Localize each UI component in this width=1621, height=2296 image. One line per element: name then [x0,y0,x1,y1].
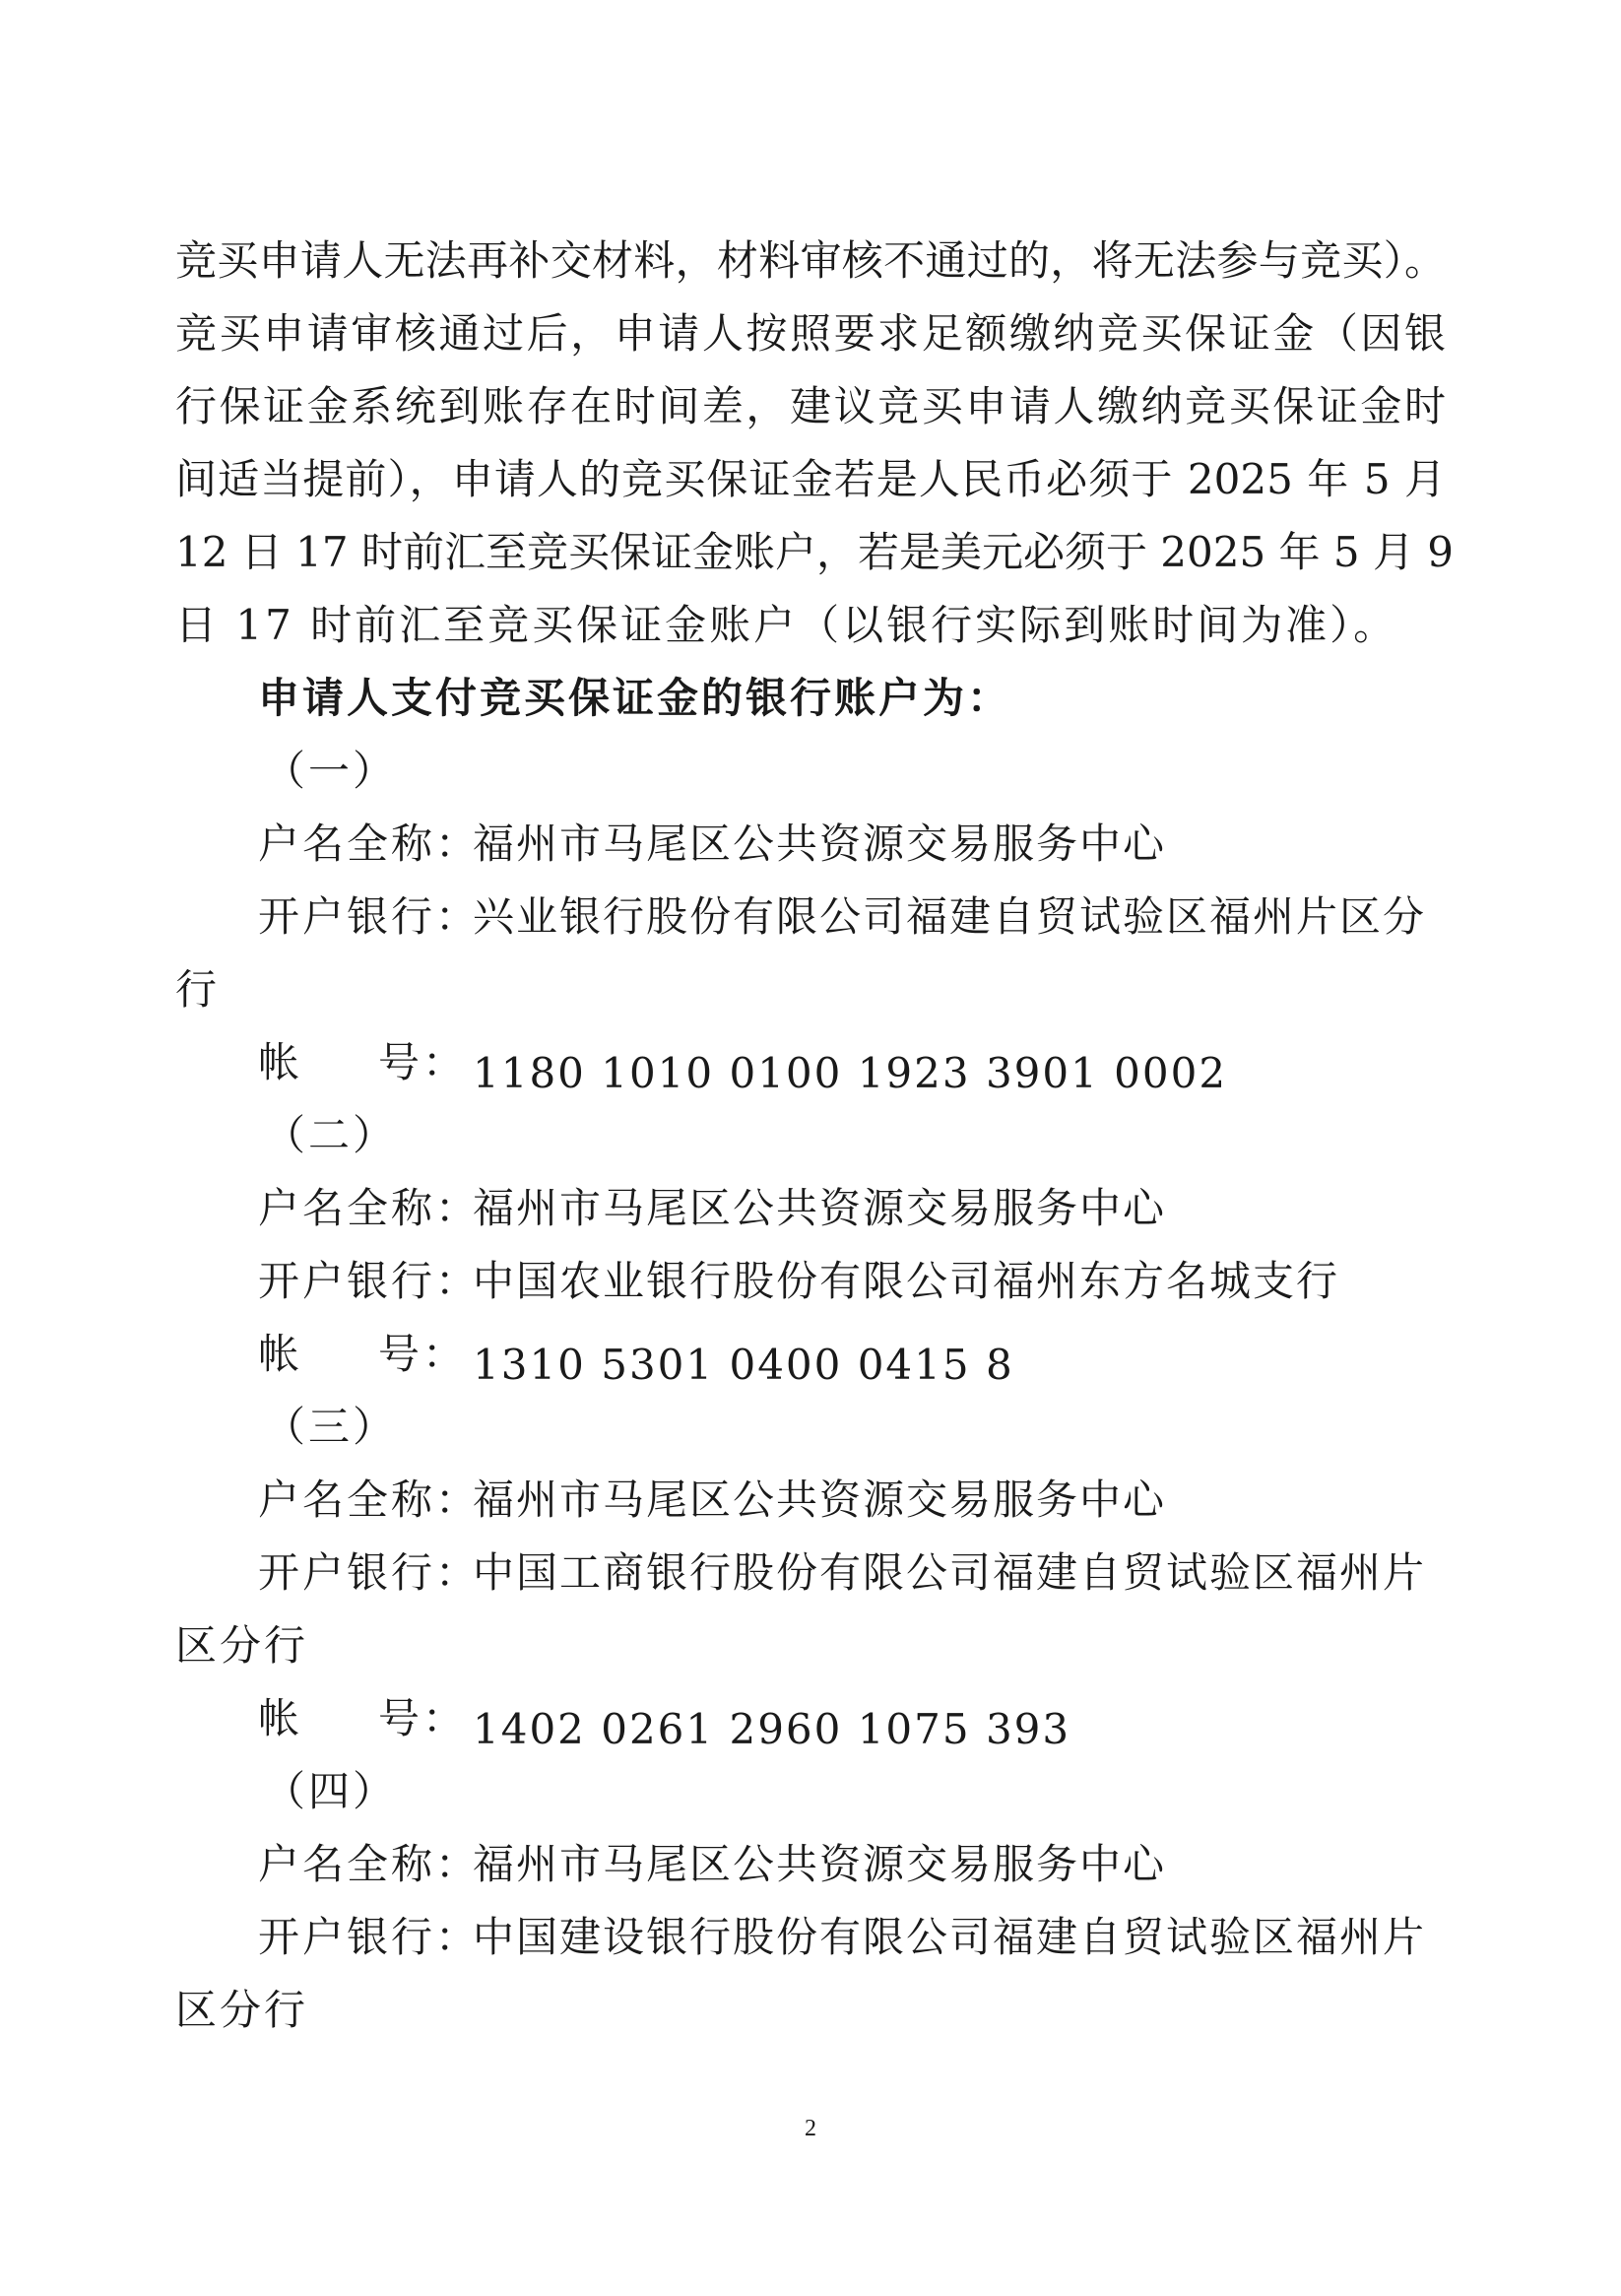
account-name-value: 福州市马尾区公共资源交易服务中心 [473,1476,1167,1524]
account-bank-label: 开户银行： [258,1913,481,1961]
account-name-label: 户名全称： [258,1476,481,1524]
account-name-row [258,820,1166,869]
body-text-line: 竞买申请人无法再补交材料，材料审核不通过的，将无法参与竞买）。 [175,236,1446,285]
account-name-value: 福州市马尾区公共资源交易服务中心 [473,820,1167,868]
account-bank-value: 兴业银行股份有限公司福建自贸试验区福州片区分 [473,892,1427,941]
account-name-row [258,1840,1166,1889]
account-number-label-b: 号： [377,1330,467,1378]
account-number-value: 1180 1010 0100 1923 3901 0002 [473,1049,1228,1097]
account-number-label-b: 号： [377,1038,467,1086]
account-number-value: 1310 5301 0400 0415 8 [473,1341,1014,1389]
account-bank-continuation: 区分行 [175,1621,309,1670]
account-bank-row [258,1257,1339,1306]
account-bank-label: 开户银行： [258,892,481,941]
account-bank-label: 开户银行： [258,1257,481,1305]
account-number-label-b: 号： [377,1694,467,1742]
account-bank-continuation: 区分行 [175,1986,309,2034]
account-number-label-a: 帐 [258,1694,303,1742]
account-name-value: 福州市马尾区公共资源交易服务中心 [473,1840,1167,1888]
account-name-label: 户名全称： [258,1184,481,1232]
account-number-label-a: 帐 [258,1038,303,1086]
account-name-row [258,1184,1166,1233]
account-index: （二） [264,1111,398,1159]
account-number-value: 1402 0261 2960 1075 393 [473,1705,1071,1753]
account-number-label-a: 帐 [258,1330,303,1378]
account-index: （四） [264,1767,398,1815]
account-bank-row [258,892,1426,942]
account-bank-continuation: 行 [175,965,221,1014]
body-text-line: 间适当提前），申请人的竞买保证金若是人民币必须于 2025 年 5 月 [175,455,1446,503]
account-bank-value: 中国建设银行股份有限公司福建自贸试验区福州片 [473,1913,1427,1961]
body-text-line: 12 日 17 时前汇至竞买保证金账户，若是美元必须于 2025 年 5 月 9 [175,528,1455,576]
account-number-row [258,1038,1227,1098]
account-number-row [258,1694,1070,1754]
account-bank-value: 中国工商银行股份有限公司福建自贸试验区福州片 [473,1548,1427,1597]
body-text-line: 行保证金系统到账存在时间差，建议竞买申请人缴纳竞买保证金时 [175,382,1446,430]
account-name-row [258,1476,1166,1525]
account-index: （三） [264,1403,398,1451]
account-bank-row [258,1913,1426,1962]
account-number-row [258,1330,1014,1390]
account-bank-label: 开户银行： [258,1548,481,1597]
account-name-label: 户名全称： [258,820,481,868]
page-number: 2 [805,2116,816,2141]
account-index: （一） [264,747,398,795]
body-text-line: 日 17 时前汇至竞买保证金账户（以银行实际到账时间为准）。 [175,601,1398,649]
section-heading: 申请人支付竞买保证金的银行账户为： [258,674,1012,722]
body-text-line: 竞买申请审核通过后，申请人按照要求足额缴纳竞买保证金（因银 [175,309,1446,358]
account-name-value: 福州市马尾区公共资源交易服务中心 [473,1184,1167,1232]
account-bank-row [258,1548,1426,1598]
account-name-label: 户名全称： [258,1840,481,1888]
account-bank-value: 中国农业银行股份有限公司福州东方名城支行 [473,1257,1340,1305]
